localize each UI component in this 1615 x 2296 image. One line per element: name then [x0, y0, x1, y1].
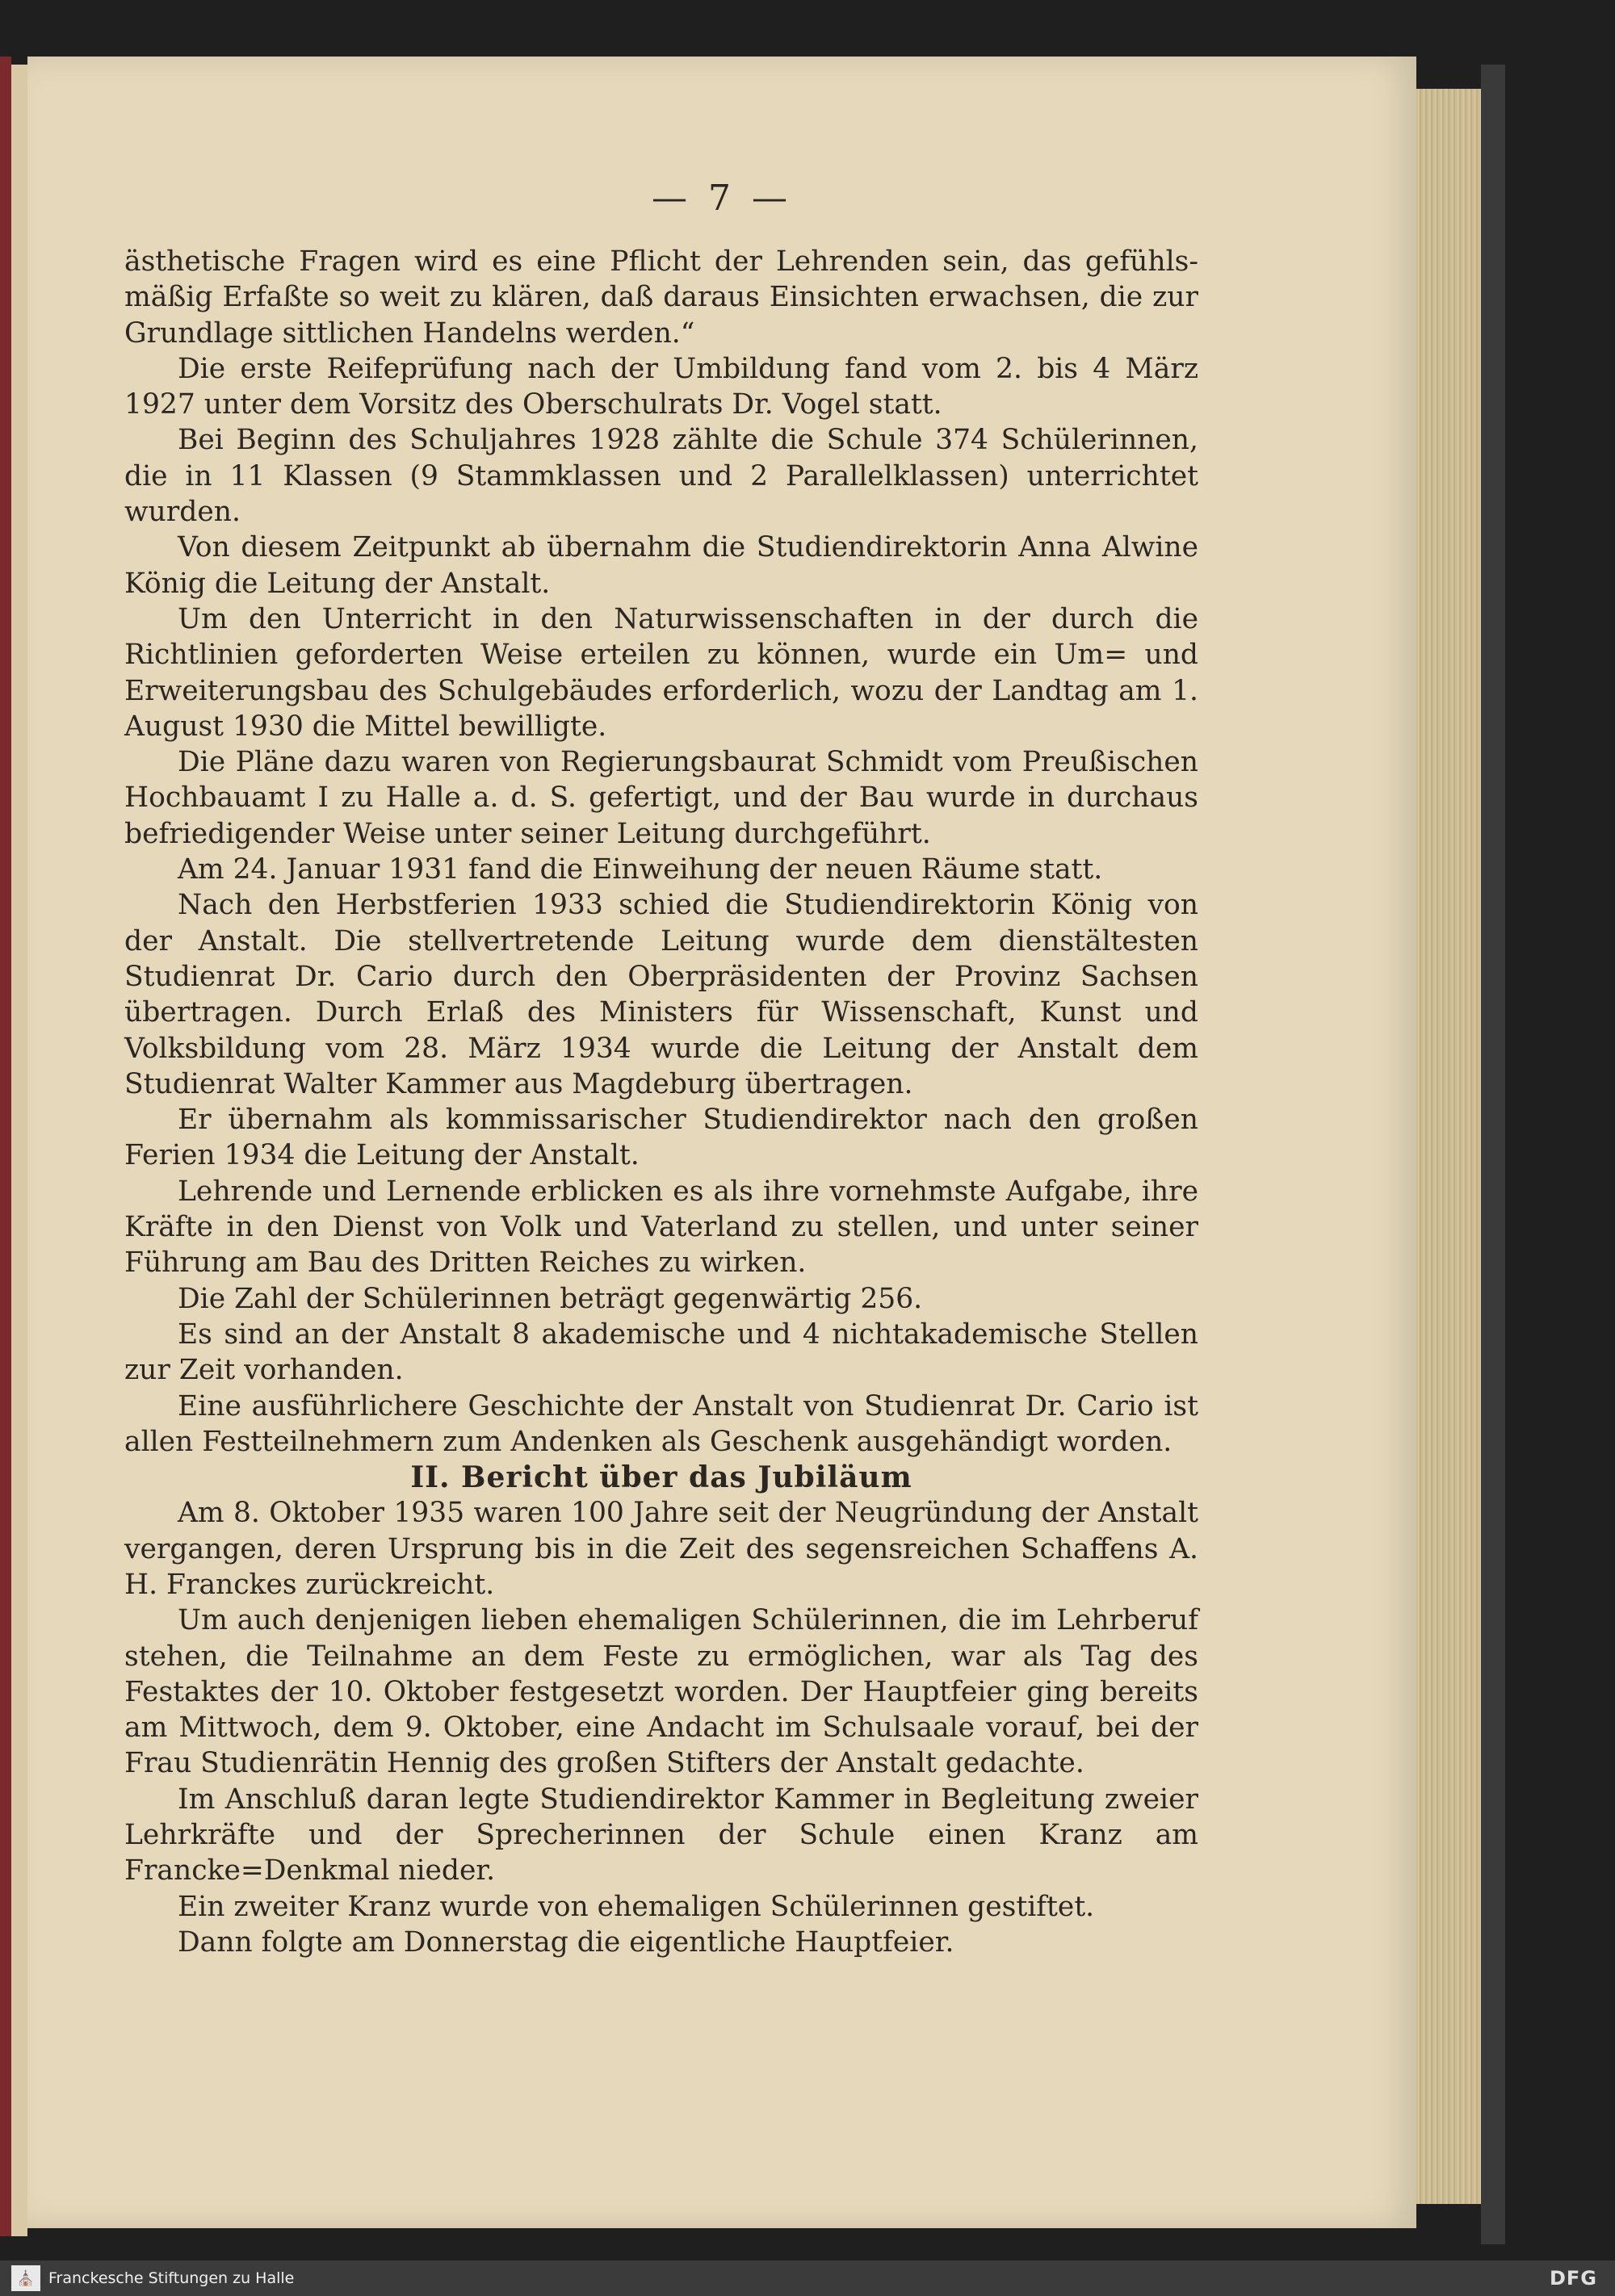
paragraph: Eine ausführlichere Geschichte der Anstalt von Studienrat Dr. Cario ist allen Festteilnehmern zum Andenken als Geschenk ausgehändigt worden.: [124, 1389, 1198, 1458]
paragraph: Die erste Reifeprüfung nach der Umbildung fand vom 2. bis 4 März 1927 unter dem Vorsitz des Oberschulrats Dr. Vogel statt.: [124, 352, 1198, 421]
section-heading: II. Bericht über das Jubiläum: [410, 1460, 912, 1495]
paragraph: Nach den Herbstferien 1933 schied die Studiendirektorin König von der Anstalt. Die stellvertretende Leitung wurde dem dienstältesten Studienrat Dr. Cario durch den Oberpräsidenten der Provinz Sachsen übertragen. Durch Erlaß des Ministers für Wissenschaft, Kunst und Volksbildung vom 28. März 1934 wurde die Leitung der Anstalt dem Studienrat Walter Kammer aus Magdeburg übertragen.: [124, 889, 1198, 1100]
paragraph: Dann folgte am Donnerstag die eigentliche Hauptfeier.: [178, 1925, 954, 1959]
book-cover-edge: [0, 57, 11, 2236]
paragraph: Lehrende und Lernende erblicken es als ihre vornehmste Aufgabe, ihre Kräfte in den Dienst von Volk und Vaterland zu stellen, und unter seiner Führung am Bau des Dritten Reiches zu wirken.: [124, 1175, 1198, 1280]
paragraph: Ein zweiter Kranz wurde von ehemaligen Schülerinnen gestiftet.: [178, 1890, 1095, 1923]
paragraph: Im Anschluß daran legte Studiendirektor Kammer in Begleitung zweier Lehrkräfte und der Sprecherinnen der Schule einen Kranz am Francke=Denkmal nieder.: [124, 1783, 1198, 1887]
paragraph: Es sind an der Anstalt 8 akademische und 4 nichtakademische Stellen zur Zeit vorhanden.: [124, 1318, 1198, 1387]
paragraph: ästhetische Fragen wird es eine Pflicht der Lehrenden sein, das gefühlsmäßig Erfaßte so weit zu klären, daß daraus Einsichten erwachsen, die zur Grundlage sittlichen Handelns werden.“: [124, 245, 1198, 350]
left-page-sliver: [11, 65, 27, 2236]
paragraph: Er übernahm als kommissarischer Studiendirektor nach den großen Ferien 1934 die Leitung der Anstalt.: [124, 1104, 1198, 1172]
paragraph: Von diesem Zeitpunkt ab übernahm die Studiendirektorin Anna Alwine König die Leitung der Anstalt.: [124, 531, 1198, 600]
paragraph: Am 8. Oktober 1935 waren 100 Jahre seit der Neugründung der Anstalt vergangen, deren Ursprung bis in die Zeit des segensreichen Schaffens A. H. Franckes zurückreicht.: [124, 1497, 1198, 1601]
page-text: [124, 244, 1198, 1960]
paragraph: Bei Beginn des Schuljahres 1928 zählte die Schule 374 Schülerinnen, die in 11 Klassen (9 Stammklassen und 2 Parallelklassen) unterrichtet wurden.: [124, 424, 1198, 529]
page-number: — 7 —: [652, 178, 792, 219]
book-page: [27, 57, 1416, 2228]
paragraph: Am 24. Januar 1931 fand die Einweihung der neuen Räume statt.: [178, 853, 1103, 886]
viewer-footer: [0, 2260, 1615, 2296]
institution-name[interactable]: Franckesche Stiftungen zu Halle: [48, 2269, 295, 2287]
paragraph: Um den Unterricht in den Naturwissenschaften in der durch die Richtlinien geforderten Weise erteilen zu können, wurde ein Um= und Erweiterungsbau des Schulgebäudes erforderlich, wozu der Landtag am 1. August 1930 die Mittel bewilligte.: [124, 602, 1198, 743]
book-cover-right: [1481, 65, 1505, 2244]
dfg-logo[interactable]: DFG: [1549, 2267, 1597, 2290]
paragraph: Die Zahl der Schülerinnen beträgt gegenwärtig 256.: [178, 1282, 923, 1315]
paragraph: Um auch denjenigen lieben ehemaligen Schülerinnen, die im Lehrberuf stehen, die Teilnahme an dem Feste zu ermöglichen, war als Tag des Festaktes der 10. Oktober festgesetzt worden. Der Hauptfeier ging bereits am Mittwoch, dem 9. Oktober, eine Andacht im Schulsaale vorauf, bei der Frau Studienrätin Hennig des großen Stifters der Anstalt gedachte.: [124, 1604, 1198, 1780]
foundation-logo-icon[interactable]: ⛪: [11, 2265, 40, 2291]
paragraph: Die Pläne dazu waren von Regierungsbaurat Schmidt vom Preußischen Hochbauamt I zu Halle a. d. S. gefertigt, und der Bau wurde in durchaus befriedigender Weise unter seiner Leitung durchgeführt.: [124, 746, 1198, 850]
page-block-edges: [1416, 89, 1481, 2204]
